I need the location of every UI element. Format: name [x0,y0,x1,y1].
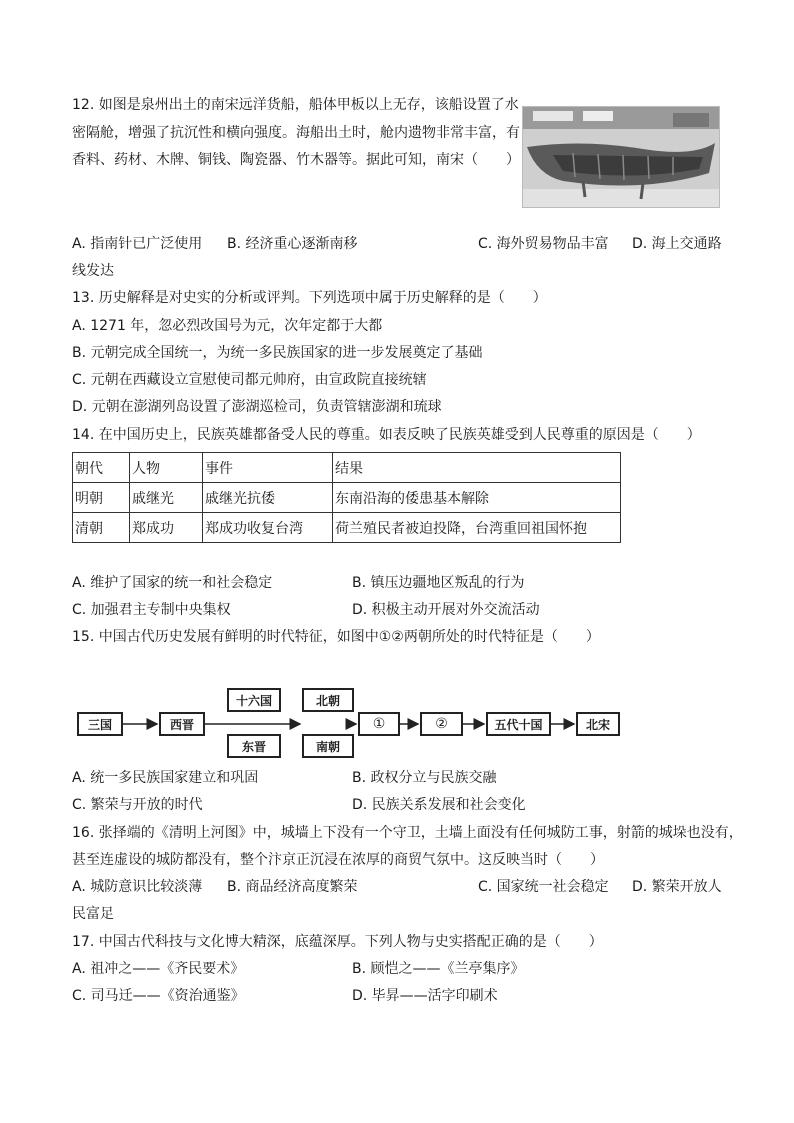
q16-stem-line2: 甚至连虚设的城防都没有，整个汴京正沉浸在浓厚的商贸气氛中。这反映当时（ ） [72,852,604,868]
q12-option-d-continued: 线发达 [72,263,114,279]
q12-option-c[interactable]: C. 海外贸易物品丰富 [478,236,609,252]
q16-option-d-continued: 民富足 [72,906,114,922]
timeline-box-dongjin [227,734,281,758]
timeline-box-shiliuguo [227,688,281,712]
timeline-box-one [358,712,400,736]
timeline-label: ② [435,716,448,732]
q13-option-a[interactable]: A. 1271 年，忽必烈改国号为元，次年定都于大都 [72,318,383,334]
q12-option-d[interactable]: D. 海上交通路 [632,236,722,252]
q13-option-d[interactable]: D. 元朝在澎湖列岛设置了澎湖巡检司，负责管辖澎湖和琉球 [72,399,442,415]
q15-option-b[interactable]: B. 政权分立与民族交融 [352,770,497,786]
q14-option-a[interactable]: A. 维护了国家的统一和社会稳定 [72,575,273,591]
timeline-label: 五代十国 [494,717,543,732]
q12-stem-line2: 密隔舱，增强了抗沉性和横向强度。海船出土时，舱内遗物非常丰富，有 [72,125,520,141]
q12-option-b[interactable]: B. 经济重心逐渐南移 [227,236,358,252]
q12-stem-line1: 12. 如图是泉州出土的南宋远洋货船，船体甲板以上无存，该船设置了水 [72,97,519,113]
q15-option-a[interactable]: A. 统一多民族国家建立和巩固 [72,770,259,786]
q15-stem: 15. 中国古代历史发展有鲜明的时代特征，如图中①②两朝所处的时代特征是（ ） [72,629,600,645]
table-cell: 东南沿海的倭患基本解除 [333,483,621,513]
timeline-box-nanchao [302,734,354,758]
table-cell: 戚继光抗倭 [203,483,333,513]
timeline-label: 北朝 [315,693,340,708]
q14-option-d[interactable]: D. 积极主动开展对外交流活动 [352,602,540,618]
q12-option-a[interactable]: A. 指南针已广泛使用 [72,236,203,252]
q16-option-b[interactable]: B. 商品经济高度繁荣 [227,879,358,895]
timeline-label: 北宋 [585,717,610,732]
timeline-box-sanguo [77,712,123,736]
timeline-label: 西晋 [169,717,194,732]
table-header-cell: 结果 [333,453,621,483]
table-cell: 戚继光 [130,483,203,513]
q13-stem: 13. 历史解释是对史实的分析或评判。下列选项中属于历史解释的是（ ） [72,290,547,306]
table-header-cell: 人物 [130,453,203,483]
timeline-label: 十六国 [235,693,272,708]
q14-stem: 14. 在中国历史上，民族英雄都备受人民的尊重。如表反映了民族英雄受到人民尊重的原因是（ ） [72,427,701,443]
q17-stem: 17. 中国古代科技与文化博大精深，底蕴深厚。下列人物与史实搭配正确的是（ ） [72,934,603,950]
timeline-label: 东晋 [241,739,266,754]
timeline-box-beisong [576,712,620,736]
q14-option-b[interactable]: B. 镇压边疆地区叛乱的行为 [352,575,525,591]
timeline-label: 三国 [87,717,112,732]
timeline-box-wudai [486,712,551,736]
q13-option-c[interactable]: C. 元朝在西藏设立宣慰使司都元帅府，由宣政院直接统辖 [72,372,427,388]
q17-option-b[interactable]: B. 顾恺之——《兰亭集序》 [352,961,525,977]
timeline-label: ① [372,716,386,732]
table-cell: 郑成功收复台湾 [203,513,333,543]
timeline-box-xijin [159,712,205,736]
timeline-label: 南朝 [315,739,340,754]
timeline-box-two [420,712,463,736]
q17-option-c[interactable]: C. 司马迁——《资治通鉴》 [72,988,245,1004]
q14-option-c[interactable]: C. 加强君主专制中央集权 [72,602,231,618]
q16-option-a[interactable]: A. 城防意识比较淡薄 [72,879,203,895]
q16-option-c[interactable]: C. 国家统一社会稳定 [478,879,609,895]
timeline-box-beichao [302,688,354,712]
q16-option-d[interactable]: D. 繁荣开放人 [632,879,722,895]
q17-option-a[interactable]: A. 祖冲之——《齐民要术》 [72,961,245,977]
table-header-cell: 事件 [203,453,333,483]
q12-stem-line3: 香料、药材、木牌、铜钱、陶瓷器、竹木器等。据此可知，南宋（ ） [72,152,520,168]
table-cell: 明朝 [73,483,130,513]
q15-option-c[interactable]: C. 繁荣与开放的时代 [72,797,203,813]
q15-option-d[interactable]: D. 民族关系发展和社会变化 [352,797,526,813]
q16-stem-line1: 16. 张择端的《清明上河图》中，城墙上下没有一个守卫，土墙上面没有任何城防工事，射箭的城垛也没有， [72,825,743,841]
table-header-cell: 朝代 [73,453,130,483]
q17-option-d[interactable]: D. 毕昇——活字印刷术 [352,988,498,1004]
table-cell: 郑成功 [130,513,203,543]
table-cell: 清朝 [73,513,130,543]
table-cell: 荷兰殖民者被迫投降，台湾重回祖国怀抱 [333,513,621,543]
q13-option-b[interactable]: B. 元朝完成全国统一，为统一多民族国家的进一步发展奠定了基础 [72,345,483,361]
